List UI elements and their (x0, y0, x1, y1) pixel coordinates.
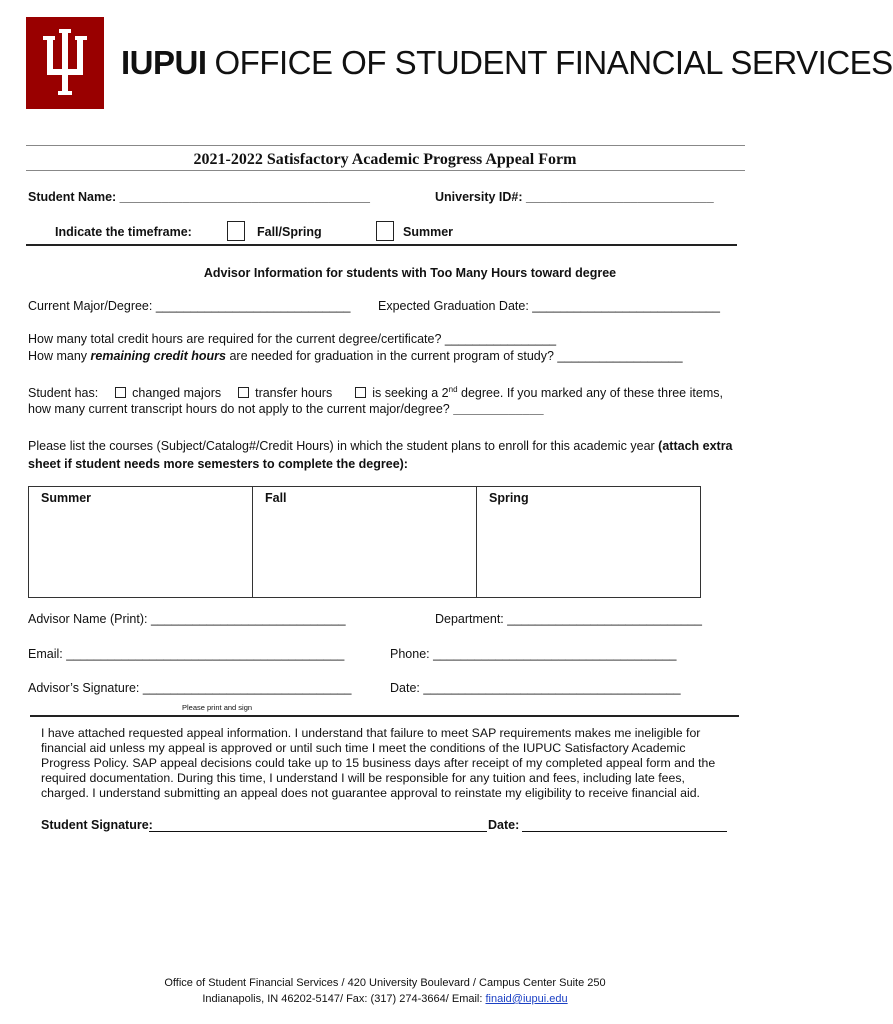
student-date-label: Date: (488, 818, 520, 832)
remaining-question-pre: How many (28, 349, 91, 363)
remaining-credit-hours-question[interactable] (28, 349, 683, 363)
expected-graduation-field[interactable]: Expected Graduation Date: ___________________________ (378, 299, 720, 313)
student-has-label: Student has: (28, 386, 99, 401)
footer-contact-text: Indianapolis, IN 46202-5147/ Fax: (317) 274-3664/ Email: (202, 993, 486, 1005)
hours-not-apply-question[interactable] (28, 402, 544, 416)
hours-not-apply-text: how many current transcript hours do not apply to the current major/degree? (28, 402, 450, 416)
advisor-name-field[interactable]: Advisor Name (Print): ____________________________ (28, 612, 346, 626)
footer-address: Office of Student Financial Services / 420 University Boulevard / Campus Center Suite 250 (164, 977, 606, 989)
advisor-email-field[interactable]: Email: ________________________________________ (28, 647, 345, 661)
office-name: OFFICE OF STUDENT FINANCIAL SERVICES (214, 44, 893, 81)
advisor-date-field[interactable]: Date: _____________________________________ (390, 681, 681, 695)
summer-label: Summer (403, 225, 454, 239)
statement-divider (30, 715, 739, 717)
second-degree-sup: nd (448, 385, 458, 394)
office-header (121, 44, 893, 82)
trident-icon (26, 17, 104, 109)
courses-instructions (28, 437, 744, 473)
title-bottom-rule (26, 170, 745, 171)
changed-majors-label: changed majors (132, 386, 222, 401)
second-degree-pre: is seeking a 2 (372, 386, 449, 401)
remaining-question-emphasis: remaining credit hours (90, 349, 226, 363)
courses-instructions-bold: (attach extra sheet if student needs more semesters to complete the degree): (28, 439, 733, 471)
title-top-rule (26, 145, 745, 146)
footer-email-link[interactable]: finaid@iupui.edu (485, 993, 568, 1005)
student-name-field[interactable]: Student Name: ____________________________________ (28, 190, 370, 204)
second-degree-post: degree. If you marked any of these three items, (457, 386, 723, 401)
university-id-field[interactable]: University ID#: ___________________________ (435, 190, 714, 204)
total-credit-hours-question[interactable]: How many total credit hours are required for the current degree/certificate? ________________ (28, 332, 557, 346)
student-signature-label: Student Signature: (41, 818, 153, 832)
section-divider (26, 244, 737, 246)
timeframe-label: Indicate the timeframe: (55, 225, 192, 239)
course-plan-table (28, 486, 701, 598)
transfer-hours-label: transfer hours (255, 386, 333, 401)
org-short-name: IUPUI (121, 44, 207, 81)
transfer-hours-checkbox[interactable] (238, 387, 249, 398)
summer-column[interactable]: Summer (29, 487, 253, 597)
student-has-row (28, 385, 723, 400)
form-title: 2021-2022 Satisfactory Academic Progress Appeal Form (193, 151, 577, 168)
remaining-question-post: are needed for graduation in the current program of study? __________________ (225, 349, 683, 363)
student-statement: I have attached requested appeal information. I understand that failure to meet SAP requirements makes me ineligible for financial aid unless my appeal is approved or until such time I meet the conditions of the IUPUC Satisfactory Academic Progress Policy. SAP appeal decisions could take up to 15 business days after receipt of my completed appeal form and the required documentation. During this time, I understand I will be responsible for any tuition and fees, including late fees, charged. I understand submitting an appeal does not guarantee approval to reinstate my eligibility to receive financial aid. (41, 726, 716, 800)
advisor-signature-field[interactable]: Advisor’s Signature: ______________________________ (28, 681, 352, 695)
fall-spring-label: Fall/Spring (257, 225, 322, 239)
student-date-line[interactable] (522, 831, 727, 832)
changed-majors-checkbox[interactable] (115, 387, 126, 398)
iu-trident-logo (26, 17, 104, 109)
print-sign-note: Please print and sign (182, 703, 253, 712)
current-major-field[interactable]: Current Major/Degree: ____________________________ (28, 299, 351, 313)
second-degree-checkbox[interactable] (355, 387, 366, 398)
footer-contact (0, 993, 770, 1005)
advisor-phone-field[interactable]: Phone: ___________________________________ (390, 647, 677, 661)
department-field[interactable]: Department: ____________________________ (435, 612, 702, 626)
courses-instructions-text: Please list the courses (Subject/Catalog#/Credit Hours) in which the student plans to enroll for this academic year (28, 439, 659, 453)
student-signature-line[interactable] (149, 831, 487, 832)
hours-not-apply-blank: _____________ (453, 402, 544, 416)
spring-column[interactable]: Spring (489, 491, 529, 505)
fall-spring-checkbox[interactable] (227, 221, 245, 241)
advisor-section-heading: Advisor Information for students with Too Many Hours toward degree (203, 266, 617, 280)
summer-checkbox[interactable] (376, 221, 394, 241)
fall-column[interactable]: Fall (253, 487, 477, 597)
